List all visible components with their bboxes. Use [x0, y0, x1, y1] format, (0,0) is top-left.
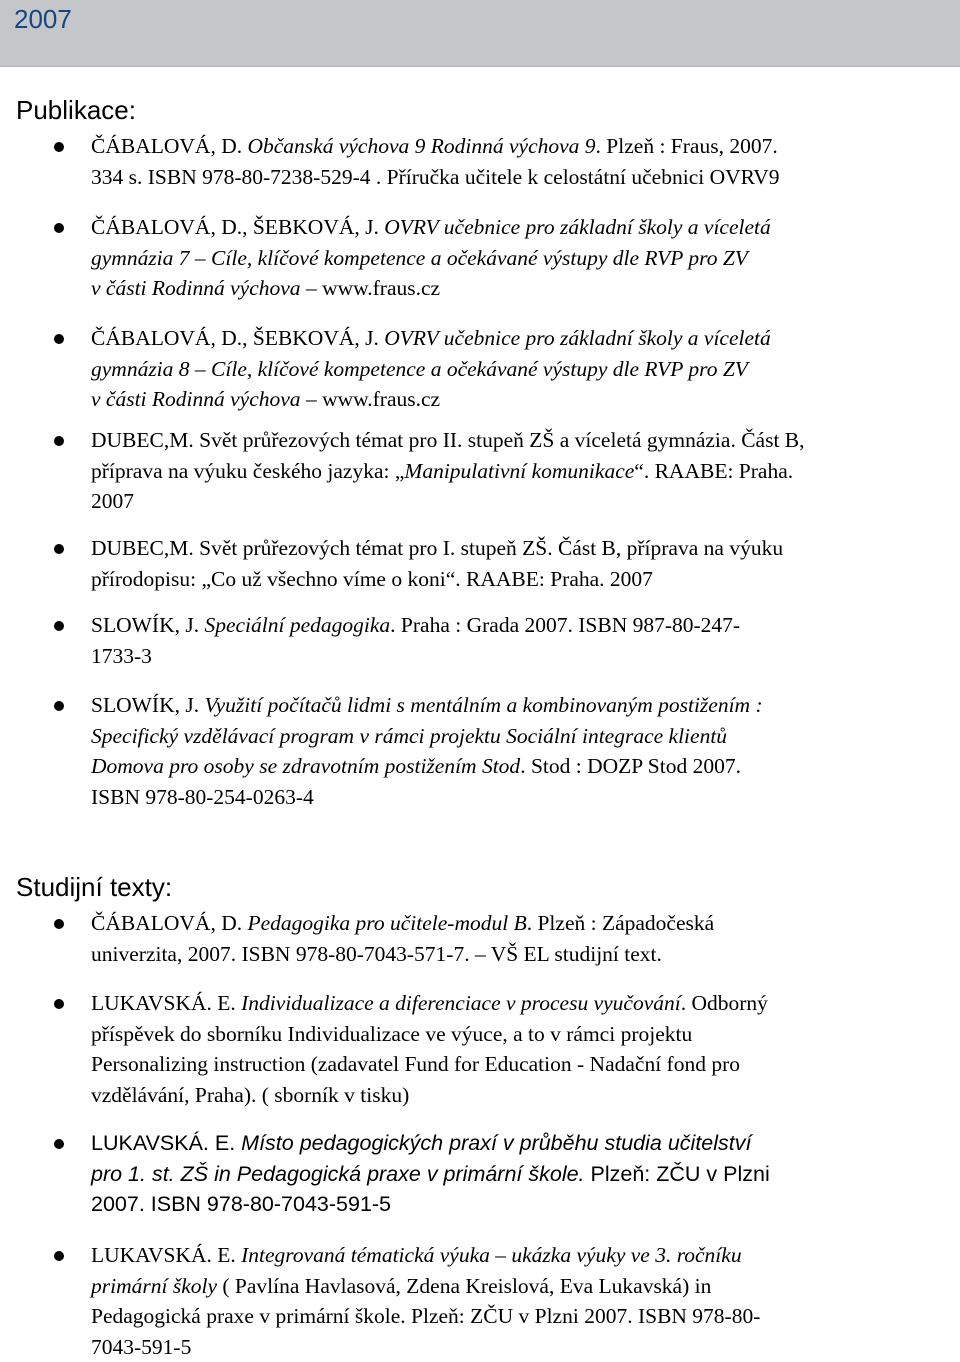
entry-title-segment: primární školy	[91, 1274, 217, 1298]
entry-segment: ČÁBALOVÁ, D.	[91, 911, 247, 935]
entry-line	[91, 212, 951, 243]
entry-segment: vzdělávání, Praha). ( sborník v tisku)	[91, 1083, 409, 1107]
bullet-icon	[54, 621, 64, 631]
entry-segment: příprava na výuku českého jazyka: „	[91, 459, 404, 483]
entry-segment: 334 s. ISBN 978-80-7238-529-4 . Příručka učitele k celostátní učebnici OVRV9	[91, 165, 780, 189]
entry-line	[91, 456, 951, 487]
entry-line	[91, 1332, 951, 1362]
entry-segment: ISBN 978-80-254-0263-4	[91, 785, 314, 809]
entry-segment: přírodopisu: „Co už všechno víme o koni“. RAABE: Praha. 2007	[91, 567, 653, 591]
entry-line	[91, 1301, 951, 1332]
entry-line	[91, 131, 951, 162]
entry-line	[91, 751, 951, 782]
entry-segment: – www.fraus.cz	[301, 387, 441, 411]
entry-line	[91, 486, 951, 517]
entry-line	[91, 610, 951, 641]
entry-line	[91, 384, 951, 415]
entry-text	[91, 988, 951, 1110]
year-title: 2007	[14, 4, 72, 35]
entry-text	[91, 1240, 951, 1362]
entry-line	[91, 1128, 951, 1159]
entry-text	[91, 212, 951, 304]
bullet-icon	[54, 1139, 64, 1149]
entry-line	[91, 273, 951, 304]
study-texts-heading: Studijní texty:	[16, 872, 172, 902]
entry-segment: . Odborný	[681, 991, 768, 1015]
entry-text	[91, 425, 951, 517]
entry-text	[91, 533, 951, 594]
entry-line	[91, 908, 951, 939]
entry-segment: SLOWÍK, J.	[91, 693, 204, 717]
entry-line	[91, 162, 951, 193]
entry-segment: 2007. ISBN 978-80-7043-591-5	[91, 1192, 391, 1216]
entry-line	[91, 939, 951, 970]
entry-segment: Personalizing instruction (zadavatel Fund for Education - Nadační fond pro	[91, 1052, 740, 1076]
entry-line	[91, 1080, 951, 1111]
entry-line	[91, 1159, 951, 1190]
entry-segment: LUKAVSKÁ. E.	[91, 1131, 241, 1155]
entry-segment: příspěvek do sborníku Individualizace ve výuce, a to v rámci projektu	[91, 1022, 692, 1046]
entry-segment: LUKAVSKÁ. E.	[91, 991, 241, 1015]
bullet-icon	[54, 223, 64, 233]
entry-line	[91, 1271, 951, 1302]
bullet-icon	[54, 334, 64, 344]
entry-title-segment: OVRV učebnice pro základní školy a víceletá	[384, 215, 771, 239]
entry-text	[91, 1128, 951, 1220]
entry-title-segment: Specifický vzdělávací program v rámci projektu Sociální integrace klientů	[91, 724, 727, 748]
bullet-icon	[54, 919, 64, 929]
entry-segment: ČÁBALOVÁ, D., ŠEBKOVÁ, J.	[91, 326, 384, 350]
entry-title-segment: OVRV učebnice pro základní školy a víceletá	[384, 326, 771, 350]
entry-line	[91, 782, 951, 813]
entry-text	[91, 323, 951, 415]
entry-segment: “. RAABE: Praha.	[634, 459, 793, 483]
entry-line	[91, 641, 951, 672]
entry-segment: DUBEC,M. Svět průřezových témat pro I. stupeň ZŠ. Část B, příprava na výuku	[91, 536, 783, 560]
entry-segment: LUKAVSKÁ. E.	[91, 1243, 241, 1267]
entry-title-segment: Manipulativní komunikace	[404, 459, 634, 483]
entry-segment: . Plzeň : Fraus, 2007.	[596, 134, 778, 158]
entry-line	[91, 533, 951, 564]
entry-line	[91, 354, 951, 385]
bullet-icon	[54, 142, 64, 152]
entry-title-segment: v části Rodinná výchova	[91, 387, 301, 411]
entry-segment: ( Pavlína Havlasová, Zdena Kreislová, Eva Lukavská) in	[217, 1274, 711, 1298]
entry-line	[91, 988, 951, 1019]
entry-segment: ČÁBALOVÁ, D.	[91, 134, 247, 158]
entry-line	[91, 323, 951, 354]
entry-segment: univerzita, 2007. ISBN 978-80-7043-571-7. – VŠ EL studijní text.	[91, 942, 662, 966]
entry-title-segment: Pedagogika pro učitele-modul B	[247, 911, 526, 935]
entry-segment: – www.fraus.cz	[301, 276, 441, 300]
entry-text	[91, 610, 951, 671]
entry-line	[91, 1189, 951, 1220]
entry-line	[91, 1019, 951, 1050]
entry-title-segment: Individualizace a diferenciace v procesu vyučování	[241, 991, 681, 1015]
entry-title-segment: Integrovaná tématická výuka – ukázka výuky ve 3. ročníku	[241, 1243, 741, 1267]
entry-segment: ČÁBALOVÁ, D., ŠEBKOVÁ, J.	[91, 215, 384, 239]
entry-title-segment: Občanská výchova 9 Rodinná výchova 9	[247, 134, 595, 158]
entry-segment: 7043-591-5	[91, 1335, 191, 1359]
entry-segment: Plzeň: ZČU v Plzni	[585, 1162, 770, 1186]
entry-segment: . Plzeň : Západočeská	[527, 911, 714, 935]
entry-segment: DUBEC,M. Svět průřezových témat pro II. stupeň ZŠ a víceletá gymnázia. Část B,	[91, 428, 805, 452]
bullet-icon	[54, 701, 64, 711]
entry-line	[91, 1240, 951, 1271]
entry-title-segment: pro 1. st. ZŠ in Pedagogická praxe v primární škole.	[91, 1162, 585, 1186]
entry-title-segment: Speciální pedagogika	[204, 613, 390, 637]
year-header-bar	[0, 0, 960, 67]
entry-title-segment: Využití počítačů lidmi s mentálním a kombinovaným postižením :	[204, 693, 762, 717]
entry-line	[91, 243, 951, 274]
entry-segment: 2007	[91, 489, 134, 513]
entry-title-segment: gymnázia 8 – Cíle, klíčové kompetence a očekávané výstupy dle RVP pro ZV	[91, 357, 748, 381]
entry-segment: . Praha : Grada 2007. ISBN 987-80-247-	[390, 613, 740, 637]
entry-segment: 1733-3	[91, 644, 152, 668]
publications-heading: Publikace:	[16, 95, 136, 125]
entry-title-segment: v části Rodinná výchova	[91, 276, 301, 300]
entry-line	[91, 564, 951, 595]
entry-line	[91, 690, 951, 721]
bullet-icon	[54, 544, 64, 554]
entry-line	[91, 721, 951, 752]
entry-text	[91, 908, 951, 969]
entry-line	[91, 425, 951, 456]
bullet-icon	[54, 1251, 64, 1261]
entry-title-segment: Domova pro osoby se zdravotním postižením Stod	[91, 754, 520, 778]
entry-title-segment: Místo pedagogických praxí v průběhu studia učitelství	[241, 1131, 751, 1155]
entry-segment: SLOWÍK, J.	[91, 613, 204, 637]
entry-title-segment: gymnázia 7 – Cíle, klíčové kompetence a očekávané výstupy dle RVP pro ZV	[91, 246, 748, 270]
bullet-icon	[54, 999, 64, 1009]
entry-text	[91, 690, 951, 812]
entry-line	[91, 1049, 951, 1080]
entry-segment: Pedagogická praxe v primární škole. Plzeň: ZČU v Plzni 2007. ISBN 978-80-	[91, 1304, 760, 1328]
entry-text	[91, 131, 951, 192]
bullet-icon	[54, 436, 64, 446]
entry-segment: . Stod : DOZP Stod 2007.	[520, 754, 741, 778]
